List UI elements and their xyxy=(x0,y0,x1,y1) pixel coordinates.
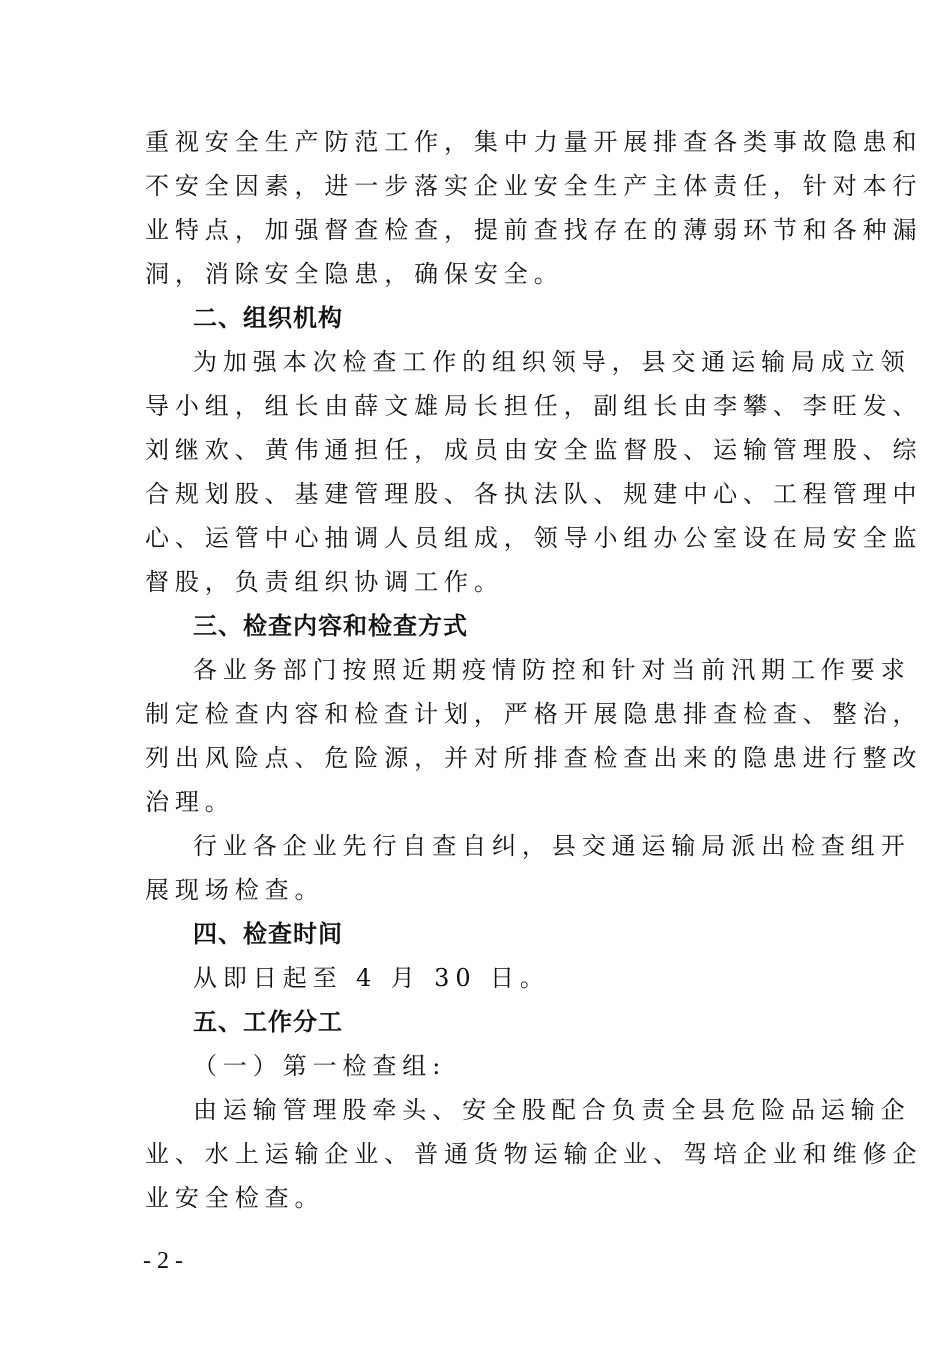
section-heading-work-division: 五、工作分工 xyxy=(193,1008,343,1036)
text-line: 为加强本次检查工作的组织领导，县交通运输局成立领 xyxy=(193,348,911,376)
document-body xyxy=(145,120,923,1220)
text-line: 导小组，组长由薛文雄局长担任，副组长由李攀、李旺发、 xyxy=(145,392,923,420)
text-line: 合规划股、基建管理股、各执法队、规建中心、工程管理中 xyxy=(145,480,923,508)
text-line: 刘继欢、黄伟通担任，成员由安全监督股、运输管理股、综 xyxy=(145,436,923,464)
text-line: 不安全因素，进一步落实企业安全生产主体责任，针对本行 xyxy=(145,172,923,200)
text-line: 展现场检查。 xyxy=(145,876,325,904)
text-line: 业特点，加强督查检查，提前查找存在的薄弱环节和各种漏 xyxy=(145,216,923,244)
text-line: 业、水上运输企业、普通货物运输企业、驾培企业和维修企 xyxy=(145,1140,923,1168)
text-line: 从即日起至 4 月 30 日。 xyxy=(193,964,550,992)
section-heading-inspection-time: 四、检查时间 xyxy=(193,920,343,948)
text-line: 治理。 xyxy=(145,788,235,816)
text-line: 洞，消除安全隐患，确保安全。 xyxy=(145,260,564,288)
section-heading-inspection-content: 三、检查内容和检查方式 xyxy=(193,612,468,640)
text-line: 重视安全生产防范工作，集中力量开展排查各类事故隐患和 xyxy=(145,128,923,156)
text-line: 由运输管理股牵头、安全股配合负责全县危险品运输企 xyxy=(193,1096,911,1124)
text-line: 各业务部门按照近期疫情防控和针对当前汛期工作要求 xyxy=(193,656,911,684)
text-line: 业安全检查。 xyxy=(145,1184,325,1212)
text-line: 列出风险点、危险源，并对所排查检查出来的隐患进行整改 xyxy=(145,744,923,772)
section-heading-organization: 二、组织机构 xyxy=(193,304,343,332)
text-line: 督股，负责组织协调工作。 xyxy=(145,568,504,596)
text-line: 行业各企业先行自查自纠，县交通运输局派出检查组开 xyxy=(193,832,911,860)
text-line: 心、运管中心抽调人员组成，领导小组办公室设在局安全监 xyxy=(145,524,923,552)
page-number: - 2 - xyxy=(143,1248,183,1274)
subsection-heading-group-one: （一）第一检查组: xyxy=(193,1052,447,1080)
text-line: 制定检查内容和检查计划，严格开展隐患排查检查、整治， xyxy=(145,700,923,728)
